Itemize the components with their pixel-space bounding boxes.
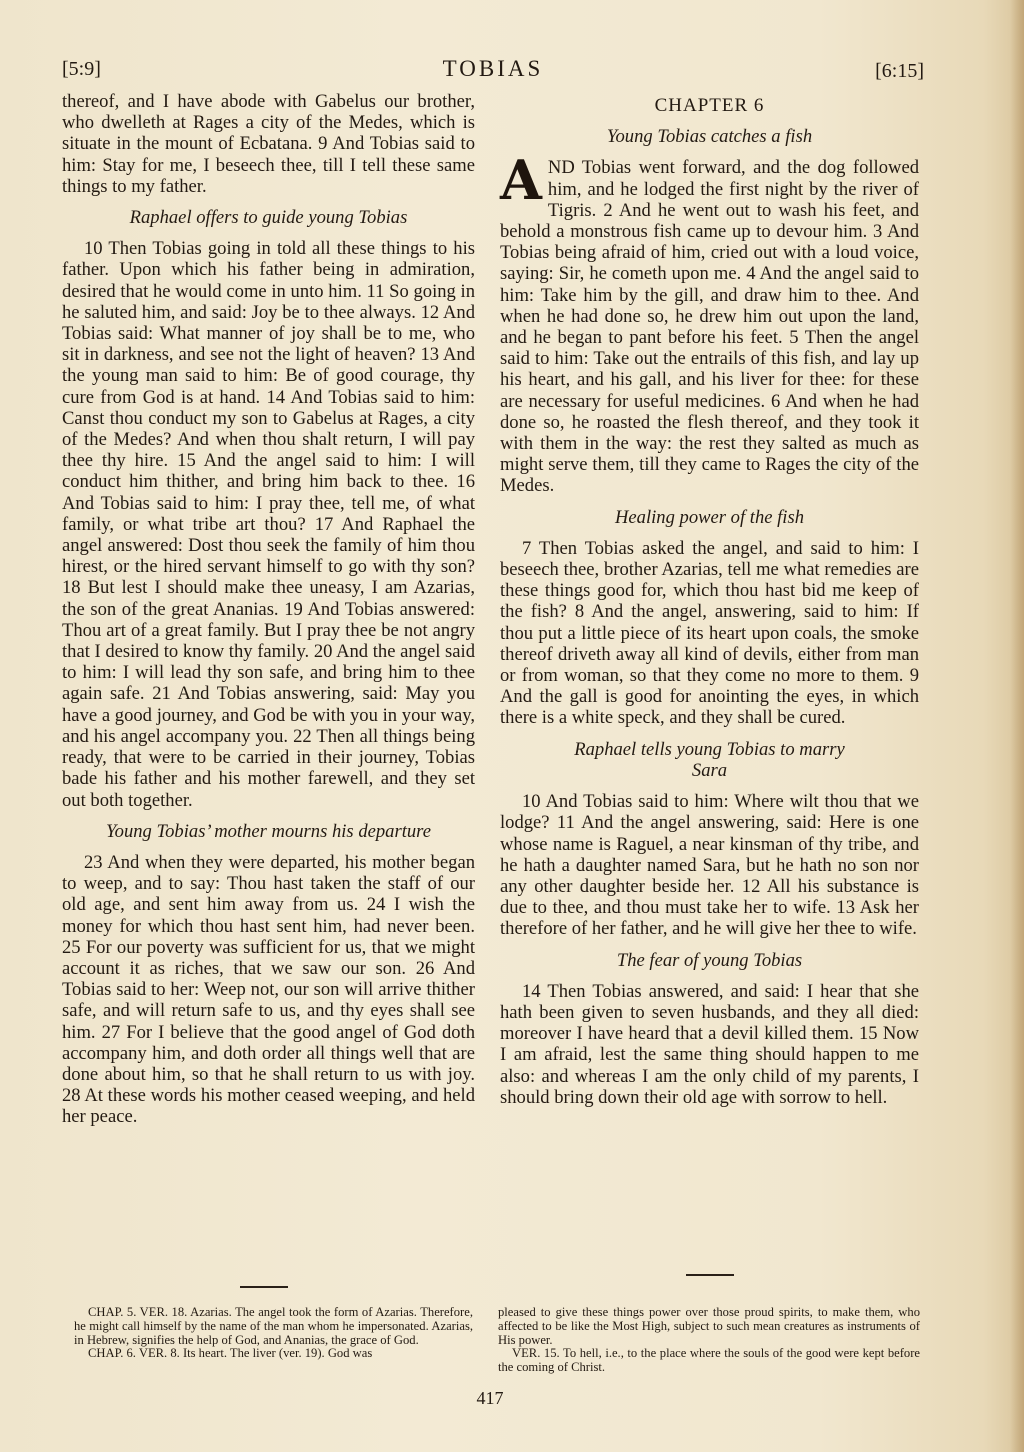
drop-cap: A — [500, 148, 542, 213]
section-heading: Healing power of the fish — [614, 506, 805, 528]
page-edge-shadow — [1010, 0, 1024, 1452]
page-number: 417 — [476, 1388, 504, 1408]
verse-range-end: [6:15] — [875, 60, 924, 82]
section-heading: Raphael offers to guide young Tobias — [129, 207, 408, 229]
paragraph: 10 And Tobias said to him: Where wilt thou that we lodge? 11 And the angel answering, said: Here is one whose name is Raguel, a near kinsman of thy tribe, and he hath a daughter named Sara, but he hath no son nor any other daughter beside her. 12 All his substance is due to thee, and thou must take her to wife. 13 Ask her therefore of her father, and he will give her thee to wife. — [500, 791, 919, 940]
chapter-opening — [500, 148, 919, 497]
footnotes-left — [74, 1306, 473, 1361]
running-head — [62, 56, 924, 86]
paragraph: 7 Then Tobias asked the angel, and said to him: I beseech thee, brother Azarias, tell me what remedies are these things good for, which thou hast bid me keep of the fish? 8 And the angel, answering, said to him: If thou put a little piece of its heart upon coals, the smoke thereof driveth away all kind of devils, either from man or from woman, so that they come no more to them. 9 And the gall is good for anointing the eyes, in which there is a white speck, and they shall be cured. — [500, 537, 919, 729]
footnote-divider — [240, 1286, 288, 1288]
right-column — [500, 91, 919, 1108]
section-heading: Young Tobias’ mother mourns his departure — [106, 820, 431, 842]
footnote: VER. 15. To hell, i.e., to the place where the souls of the good were kept before the coming of Christ. — [498, 1346, 920, 1375]
footnote: CHAP. 6. VER. 8. Its heart. The liver (ver. 19). God was — [88, 1346, 373, 1361]
footnotes-right — [498, 1306, 920, 1375]
verse-range-start: [5:9] — [62, 58, 101, 80]
footnote: CHAP. 5. VER. 18. Azarias. The angel took the form of Azarias. Therefore, he might call himself by the name of the man whom he impersonated. Azarias, in Hebrew, signifies the help of God, and Ananias, the grace of God. — [74, 1305, 473, 1347]
left-column — [62, 91, 475, 1128]
paragraph: 10 Then Tobias going in told all these things to his father. Upon which his father being in admiration, desired that he would come in unto him. 11 So going in he saluted him, and said: Joy be to thee always. 12 And Tobias said: What manner of joy shall be to me, who sit in darkness, and see not the light of heaven? 13 And the young man said to him: Be of good courage, thy cure from God is at hand. 14 And Tobias said to him: Canst thou conduct my son to Gabelus at Rages, a city of the Medes? And when thou shalt return, I will pay thee thy hire. 15 And the angel said to him: I will conduct him thither, and bring him back to thee. 16 And Tobias said to him: I pray thee, tell me, of what family, or what tribe art thou? 17 And Raphael the angel answered: Dost thou seek the family of him thou hirest, or the hired servant himself to go with thy son? 18 But lest I should make thee uneasy, I am Azarias, the son of the great Ananias. 19 And Tobias answered: Thou art of a great family. But I pray thee be not angry that I desired to know thy family. 20 And the angel said to him: I will lead thy son safe, and bring him to thee again safe. 21 And Tobias answering, said: May you have a good journey, and God be with you in your way, and his angel accompany you. 22 Then all things being ready, that were to be carried in their journey, Tobias bade his father and his mother farewell, and they set out both together. — [62, 238, 475, 811]
chapter-title: CHAPTER 6 — [654, 95, 765, 116]
section-heading: The fear of young Tobias — [616, 949, 803, 971]
section-heading: Young Tobias catches a fish — [606, 126, 813, 148]
paragraph: ND Tobias went forward, and the dog followed him, and he lodged the first night by the river of Tigris. 2 And he went out to wash his feet, and behold a monstrous fish came up to devour him. 3 And Tobias being afraid of him, cried out with a loud voice, saying: Sir, he cometh upon me. 4 And the angel said to him: Take him by the gill, and draw him to thee. And when he had done so, he drew him out upon the land, and he began to pant before his feet. 5 Then the angel said to him: Take out the entrails of this fish, and lay up his heart, and his gall, and his liver for thee: for these are necessary for useful medicines. 6 And when he had done so, he roasted the flesh thereof, and they took it with them in the way: the rest they salted as much as might serve them, till they came to Rages the city of the Medes. — [500, 157, 919, 497]
paragraph: thereof, and I have abode with Gabelus our brother, who dwelleth at Rages a city of the Medes, which is situate in the mount of Ecbatana. 9 And Tobias said to him: Stay for me, I beseech thee, till I tell these same things to my father. — [62, 91, 475, 197]
paragraph: 23 And when they were departed, his mother began to weep, and to say: Thou hast taken the staff of our old age, and sent him away from us. 24 I wish the money for which thou hast sent him, had never been. 25 For our poverty was sufficient for us, that we might account it as riches, that we saw our son. 26 And Tobias said to her: Weep not, our son will arrive thither safe, and will return safe to us, and thy eyes shall see him. 27 For I believe that the good angel of God doth accompany him, and doth order all things well that are done about him, so that he shall return to us with joy. 28 At these words his mother ceased weeping, and held her peace. — [62, 851, 475, 1128]
footnote: pleased to give these things power over those proud spirits, to make them, who affected to be like the Most High, subject to such mean creatures as instruments of His power. — [498, 1305, 920, 1347]
paragraph: 14 Then Tobias answered, and said: I hear that she hath been given to seven husbands, and they all died: moreover I have heard that a devil killed them. 15 Now I am afraid, lest the same thing should happen to me also: and whereas I am the only child of my parents, I should bring down their old age with sorrow to hell. — [500, 980, 919, 1108]
section-heading: Raphael tells young Tobias to marry Sara — [574, 738, 845, 781]
book-title: TOBIAS — [442, 56, 544, 81]
footnote-divider — [686, 1274, 734, 1276]
